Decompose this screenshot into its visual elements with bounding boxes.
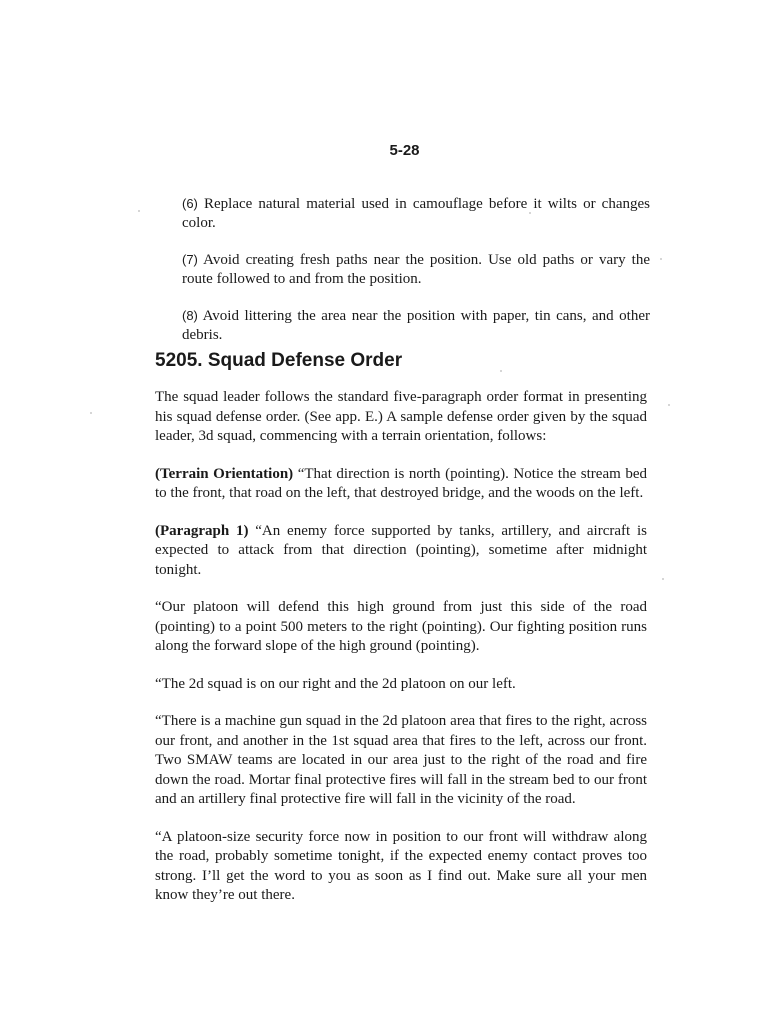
scan-speck [500, 370, 502, 372]
paragraph [155, 712, 647, 810]
paragraph-lead: (Paragraph 1) [155, 522, 249, 539]
scan-speck [662, 578, 664, 580]
paragraph-text: “Our platoon will defend this high ground from just this side of the road (pointing) to a point 500 meters to the right (pointing). Our fighting position runs along the forward slope of the high ground (pointing). [155, 599, 647, 654]
paragraph-text: The squad leader follows the standard five-paragraph order format in presenting his squad defense order. (See app. E.) A sample defense order given by the squad leader, 3d squad, commencing with a terrain orientation, follows: [155, 389, 647, 444]
paragraph-text: “The 2d squad is on our right and the 2d platoon on our left. [155, 675, 516, 692]
sub-item-text: Avoid littering the area near the position with paper, tin cans, and other debris. [182, 308, 650, 343]
scan-speck [90, 412, 92, 414]
scan-speck [668, 404, 670, 406]
paragraph-lead: (Terrain Orientation) [155, 465, 294, 482]
scan-speck [660, 258, 662, 260]
sub-item-number: (7) [182, 252, 198, 267]
sub-item [182, 250, 650, 289]
paragraph-text: “A platoon-size security force now in position to our front will withdraw along the road, probably sometime tonight, if the expected enemy contact proves too strong. I’ll get the word to you as soon as I find out. Make sure all your men know they’re out there. [155, 828, 647, 903]
paragraph [155, 465, 647, 504]
scan-speck [138, 210, 140, 212]
paragraph [155, 388, 647, 447]
sub-item-number: (6) [182, 196, 198, 211]
page-number: 5-28 [389, 142, 420, 159]
sub-item-text: Avoid creating fresh paths near the position. Use old paths or vary the route followed to and from the position. [182, 252, 650, 287]
paragraph-text: “There is a machine gun squad in the 2d platoon area that fires to the right, across our front, and another in the 1st squad area that fires to the left, across our front. Two SMAW teams are located in our area just to the right of the road and fire down the road. Mortar final protective fires will fall in the stream bed to our front and an artillery final protective fire will fall in the vicinity of the road. [155, 713, 647, 807]
section-heading: 5205. Squad Defense Order [155, 350, 403, 371]
paragraph [155, 828, 647, 906]
scan-speck [529, 212, 531, 214]
sub-item [182, 306, 650, 345]
paragraph-text: “That direction is north (pointing). Notice the stream bed to the front, that road on the left, that destroyed bridge, and the woods on the left. [155, 465, 647, 501]
sub-item-text: Replace natural material used in camouflage before it wilts or changes color. [182, 196, 650, 231]
paragraph [155, 598, 647, 657]
sub-item [182, 194, 650, 233]
paragraph [155, 522, 647, 581]
paragraph-text: “An enemy force supported by tanks, artillery, and aircraft is expected to attack from that direction (pointing), sometime after midnight tonight. [155, 522, 647, 578]
body-text [155, 388, 647, 924]
sub-item-list [182, 194, 650, 362]
sub-item-number: (8) [182, 308, 198, 323]
paragraph [155, 675, 647, 695]
